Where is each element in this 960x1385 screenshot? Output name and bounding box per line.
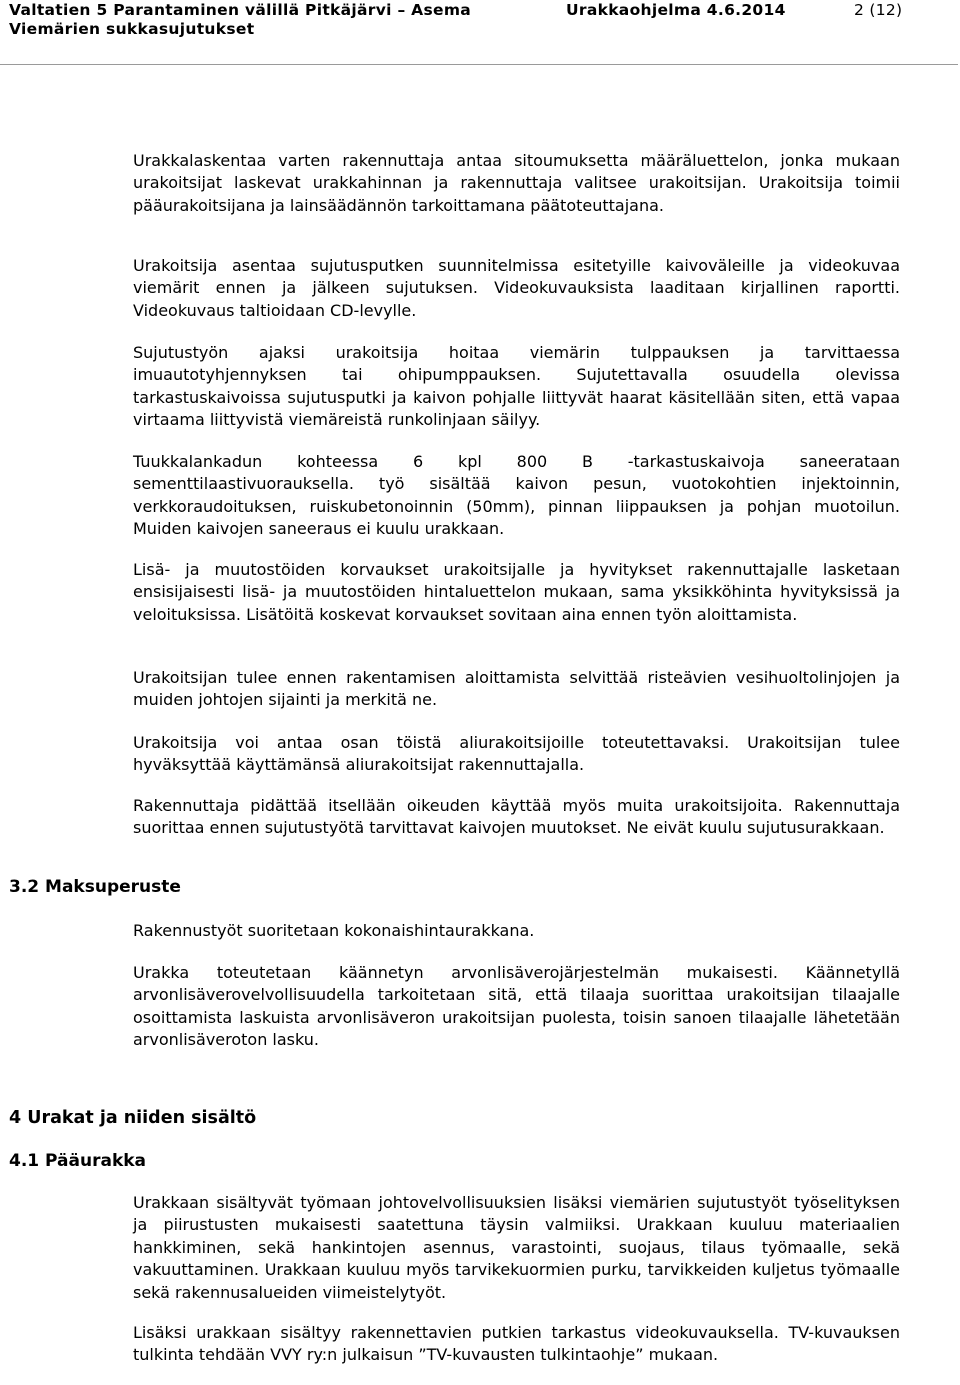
paragraph-manholes: Tuukkalankadun kohteessa 6 kpl 800 B -tarkastuskaivoja saneerataan sementtilaastivuorauksella. työ sisältää kaivon pesun, vuotokohtien injektoinnin, verkkoraudoituksen, ruiskubetonoinnin (50mm), pinnan liippauksen ja pohjan muotoilun. Muiden kaivojen saneeraus ei kuulu urakkaan.	[133, 452, 900, 539]
header-project-title: Valtatien 5 Parantaminen välillä Pitkäjärvi – Asema	[9, 1, 472, 19]
header-program: Urakkaohjelma 4.6.2014	[566, 1, 786, 19]
paragraph-plugging: Sujutustyön ajaksi urakoitsija hoitaa viemärin tulppauksen ja tarvittaessa imuautotyhjennyksen tai ohipumppauksen. Sujutettavalla osuudella olevissa tarkastuskaivoissa sujutusputki ja kaivon pohjalle liittyvät haarat käsitellään siten, että vapaa virtaama liittyvistä viemäreistä runkolinjaan säilyy.	[133, 343, 900, 430]
paragraph-other-contractors: Rakennuttaja pidättää itsellään oikeuden käyttää myös muita urakoitsijoita. Rakennuttaja suorittaa ennen sujutustyötä tarvittavat kaivojen muutokset. Ne eivät kuulu sujutusurakkaan.	[133, 796, 900, 838]
paragraph-additional-work: Lisä- ja muutostöiden korvaukset urakoitsijalle ja hyvitykset rakennuttajalle lasketaan ensisijaisesti lisä- ja muutostöiden hintaluettelon mukaan, sama yksikköhinta hyvityksissä ja veloituksissa. Lisätöitä koskevat korvaukset sovitaan aina ennen työn aloittamista.	[133, 560, 900, 624]
section-heading-contracts: 4 Urakat ja niiden sisältö	[9, 1108, 257, 1128]
header-subtitle: Viemärien sukkasujutukset	[9, 20, 255, 38]
paragraph-vat: Urakka toteutetaan käännetyn arvonlisäverojärjestelmän mukaisesti. Käännetyllä arvonlisäverovelvollisuudella tarkoitetaan sitä, että tilaaja suorittaa urakoitsijan tilaajalle osoittamista laskuista arvonlisäveron urakoitsijan puolesta, toisin sanoen tilaajalle lähetetään arvonlisäveroton lasku.	[133, 963, 900, 1050]
header-divider	[0, 64, 958, 65]
paragraph-tv-inspection: Lisäksi urakkaan sisältyy rakennettavien putkien tarkastus videokuvauksella. TV-kuvauksen tulkinta tehdään VVY ry:n julkaisun ”TV-kuvausten tulkintaohje” mukaan.	[133, 1323, 900, 1365]
paragraph-tender: Urakkalaskentaa varten rakennuttaja antaa sitoumuksetta määräluettelon, jonka mukaan urakoitsijat laskevat urakkahinnan ja rakennuttaja valitsee urakoitsijan. Urakoitsija toimii pääurakoitsijana ja lainsäädännön tarkoittamana päätoteuttajana.	[133, 151, 900, 215]
paragraph-subcontractors: Urakoitsija voi antaa osan töistä aliurakoitsijoille toteutettavaksi. Urakoitsijan tulee hyväksyttää käyttämänsä aliurakoitsijat rakennuttajalla.	[133, 733, 900, 775]
paragraph-utilities: Urakoitsijan tulee ennen rakentamisen aloittamista selvittää risteävien vesihuoltolinjojen ja muiden johtojen sijainti ja merkitä ne.	[133, 668, 900, 710]
paragraph-main-contract-scope: Urakkaan sisältyvät työmaan johtovelvollisuuksien lisäksi viemärien sujutustyöt työselityksen ja piirustusten mukaisesti saatettuna täysin valmiiksi. Urakkaan kuuluu materiaalien hankkiminen, sekä hankintojen asennus, varastointi, suojaus, tilaus työmaalle, sekä vakuuttaminen. Urakkaan kuuluu myös tarvikekuormien purku, tarvikkeiden kuljetus työmaalle sekä rakennusalueiden viimeistelytyöt.	[133, 1193, 900, 1302]
header-page-number: 2 (12)	[854, 1, 903, 19]
section-heading-payment: 3.2 Maksuperuste	[9, 877, 181, 897]
paragraph-installation: Urakoitsija asentaa sujutusputken suunnitelmissa esitetyille kaivoväleille ja videokuvaa viemärit ennen ja jälkeen sujutuksen. Videokuvauksista laaditaan kirjallinen raportti. Videokuvaus taltioidaan CD-levylle.	[133, 256, 900, 320]
paragraph-lump-sum: Rakennustyöt suoritetaan kokonaishintaurakkana.	[133, 921, 535, 940]
section-heading-main-contract: 4.1 Pääurakka	[9, 1151, 147, 1171]
